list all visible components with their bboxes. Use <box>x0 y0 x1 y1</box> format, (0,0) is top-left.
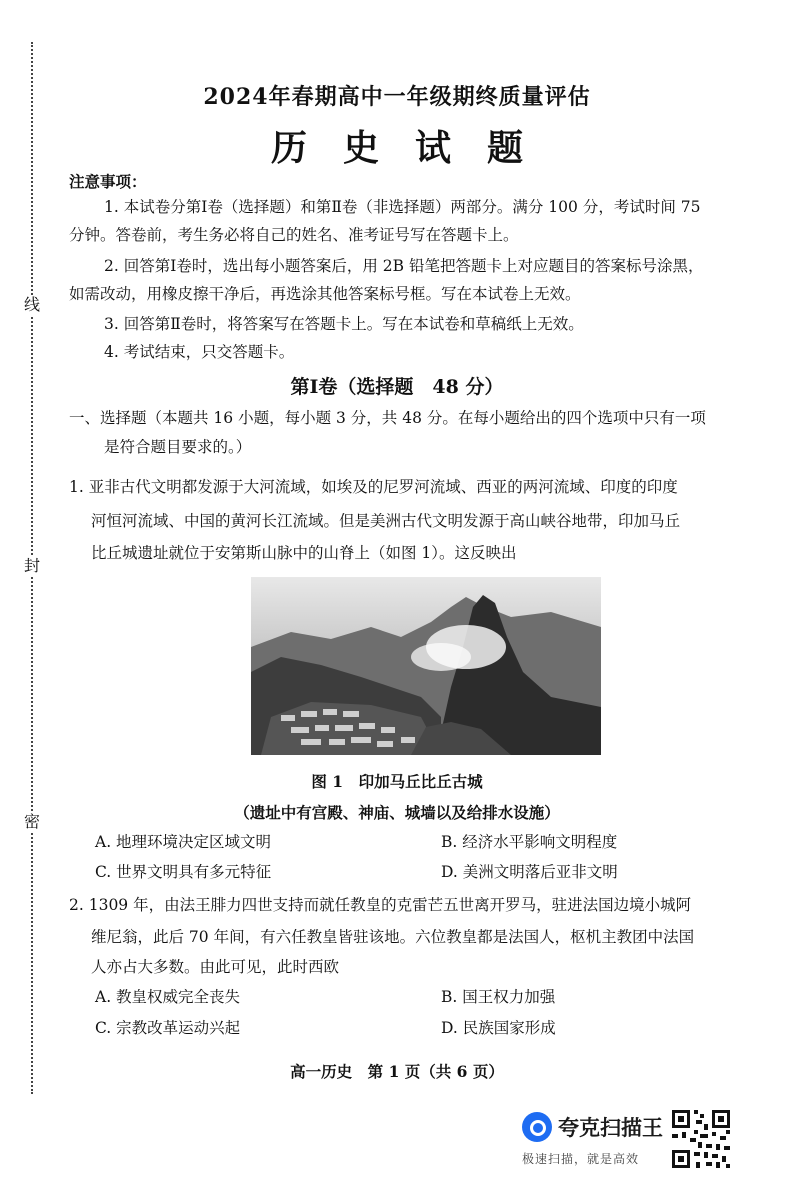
question-2-text: 2. 1309 年，由法王腓力四世支持而就任教皇的克雷芒五世离开罗马，驻进法国边境小城阿 <box>69 896 692 914</box>
machu-picchu-image-icon <box>251 577 601 755</box>
qr-code-icon <box>670 1108 732 1170</box>
section-instruction: 一、选择题（本题共 16 小题，每小题 3 分，共 48 分。在每小题给出的四个选项中只有一项 <box>69 409 706 427</box>
exam-title: 2024年春期高中一年级期终质量评估 <box>203 84 591 110</box>
figure-1-caption: 图 1 印加马丘比丘古城 <box>311 772 483 791</box>
q1-option-a: A. 地理环境决定区域文明 <box>95 833 272 851</box>
binding-char-line: 线 <box>23 295 40 314</box>
machu-picchu-photo <box>251 577 601 755</box>
q2-option-d: D. 民族国家形成 <box>441 1019 556 1037</box>
binding-char-secret: 密 <box>23 812 40 831</box>
q2-option-c: C. 宗教改革运动兴起 <box>95 1019 241 1037</box>
page-footer: 高一历史 第 1 页（共 6 页） <box>290 1062 504 1081</box>
question-2-text: 维尼翁，此后 70 年间，有六任教皇皆驻该地。六位教皇都是法国人，枢机主教团中法国 <box>91 928 695 946</box>
question-1-text: 比丘城遗址就位于安第斯山脉中的山脊上（如图 1）。这反映出 <box>91 544 517 562</box>
subject-title: 历史试题 <box>270 127 559 169</box>
q1-option-d: D. 美洲文明落后亚非文明 <box>441 863 618 881</box>
q1-option-b: B. 经济水平影响文明程度 <box>441 833 618 851</box>
question-1-text: 1. 亚非古代文明都发源于大河流域，如埃及的尼罗河流域、西亚的两河流域、印度的印度 <box>69 478 678 496</box>
question-2-text: 人亦占大多数。由此可见，此时西欧 <box>91 958 340 976</box>
notes-line: 2. 回答第Ⅰ卷时，选出每小题答案后，用 2B 铅笔把答题卡上对应题目的答案标号涂黑， <box>104 257 704 275</box>
section-instruction: 是符合题目要求的。） <box>104 438 252 456</box>
notes-line: 3. 回答第Ⅱ卷时，将答案写在答题卡上。写在本试卷和草稿纸上无效。 <box>104 315 584 333</box>
scanner-brand-name: 夸克扫描王 <box>558 1116 663 1140</box>
notes-line: 如需改动，用橡皮擦干净后，再选涂其他答案标号框。写在本试卷上无效。 <box>69 285 581 303</box>
q1-option-c: C. 世界文明具有多元特征 <box>95 863 272 881</box>
scanner-slogan: 极速扫描，就是高效 <box>522 1152 640 1166</box>
notes-heading: 注意事项： <box>69 172 147 191</box>
notes-line: 1. 本试卷分第Ⅰ卷（选择题）和第Ⅱ卷（非选择题）两部分。满分 100 分，考试时间 75 <box>104 198 701 216</box>
question-1-text: 河恒河流域、中国的黄河长江流域。但是美洲古代文明发源于高山峡谷地带，印加马丘 <box>91 512 681 530</box>
q2-option-b: B. 国王权力加强 <box>441 988 556 1006</box>
scanner-logo-icon <box>522 1112 552 1142</box>
q2-option-a: A. 教皇权威完全丧失 <box>95 988 241 1006</box>
notes-line: 4. 考试结束，只交答题卡。 <box>104 343 295 361</box>
section-title: 第Ⅰ卷（选择题 48 分） <box>290 376 504 398</box>
binding-char-seal: 封 <box>23 556 40 575</box>
notes-line: 分钟。答卷前，考生务必将自己的姓名、准考证号写在答题卡上。 <box>69 226 519 244</box>
figure-1-note: （遗址中有宫殿、神庙、城墙以及给排水设施） <box>234 803 560 822</box>
scanner-watermark <box>522 1110 672 1170</box>
